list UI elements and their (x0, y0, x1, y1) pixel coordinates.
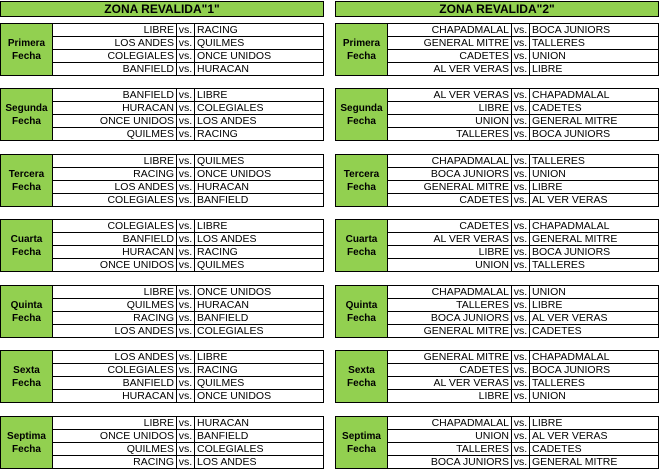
versus-label: vs. (176, 115, 195, 127)
versus-label: vs. (176, 390, 195, 402)
versus-label: vs. (176, 233, 195, 245)
match-row (388, 115, 658, 128)
home-team: LOS ANDES (114, 325, 174, 337)
versus-label: vs. (176, 259, 195, 271)
home-team: CADETES (459, 194, 509, 206)
home-team: GENERAL MITRE (423, 325, 509, 337)
fecha-label-text: Tercera Fecha (8, 168, 45, 193)
match-row (53, 24, 323, 37)
away-team: QUILMES (197, 377, 245, 389)
fecha-label-text: Cuarta Fecha (10, 233, 43, 258)
home-team: RACING (133, 456, 174, 468)
versus-label: vs. (511, 364, 530, 376)
versus-label: vs. (511, 246, 530, 258)
away-team: BOCA JUNIORS (532, 364, 611, 376)
home-team: UNION (475, 430, 509, 442)
match-list (388, 417, 658, 468)
versus-label: vs. (176, 246, 195, 258)
away-team: LIBRE (197, 89, 228, 101)
home-team: CADETES (459, 364, 509, 376)
versus-label: vs. (176, 286, 195, 298)
versus-label: vs. (511, 37, 530, 49)
home-team: BANFIELD (122, 89, 174, 101)
home-team: QUILMES (126, 299, 174, 311)
fecha-label (1, 89, 53, 140)
fecha-label (1, 220, 53, 271)
versus-label: vs. (511, 50, 530, 62)
versus-label: vs. (176, 155, 195, 167)
home-team: TALLERES (456, 128, 509, 140)
match-row (53, 50, 323, 63)
fecha-label-text: Tercera Fecha (343, 168, 380, 193)
home-team: HURACAN (122, 246, 174, 258)
fecha-label-text: Sexta Fecha (347, 364, 376, 389)
match-row (388, 417, 658, 430)
versus-label: vs. (511, 233, 530, 245)
fecha-label (1, 155, 53, 206)
away-team: QUILMES (197, 37, 245, 49)
match-row (388, 155, 658, 168)
versus-label: vs. (176, 181, 195, 193)
away-team: BOCA JUNIORS (532, 246, 611, 258)
match-row (388, 390, 658, 402)
away-team: HURACAN (197, 417, 249, 429)
away-team: LIBRE (532, 63, 563, 75)
match-row (53, 443, 323, 456)
away-team: CHAPADMALAL (532, 89, 610, 101)
away-team: GENERAL MITRE (532, 115, 618, 127)
away-team: AL VER VERAS (532, 194, 608, 206)
fecha-label-text: Sexta Fecha (12, 364, 41, 389)
match-row (53, 181, 323, 194)
match-row (53, 312, 323, 325)
home-team: BOCA JUNIORS (430, 456, 509, 468)
home-team: ONCE UNIDOS (99, 115, 174, 127)
fecha-label-text: Primera Fecha (7, 37, 46, 62)
home-team: CHAPADMALAL (431, 24, 509, 36)
fecha-block (335, 416, 659, 469)
versus-label: vs. (511, 377, 530, 389)
home-team: RACING (133, 168, 174, 180)
away-team: ONCE UNIDOS (197, 50, 272, 62)
match-row (388, 89, 658, 102)
fecha-block (0, 416, 324, 469)
versus-label: vs. (511, 443, 530, 455)
away-team: LIBRE (532, 417, 563, 429)
away-team: RACING (197, 128, 238, 140)
away-team: LOS ANDES (197, 233, 257, 245)
versus-label: vs. (511, 168, 530, 180)
fecha-block (335, 285, 659, 338)
versus-label: vs. (511, 286, 530, 298)
home-team: CADETES (459, 50, 509, 62)
versus-label: vs. (511, 63, 530, 75)
home-team: UNION (475, 259, 509, 271)
zone-title: ZONA REVALIDA"2" (335, 1, 659, 17)
match-row (53, 299, 323, 312)
home-team: LIBRE (478, 102, 509, 114)
versus-label: vs. (511, 351, 530, 363)
home-team: COLEGIALES (107, 364, 174, 376)
away-team: COLEGIALES (197, 102, 264, 114)
away-team: CADETES (532, 325, 582, 337)
versus-label: vs. (511, 259, 530, 271)
versus-label: vs. (511, 430, 530, 442)
match-row (53, 286, 323, 299)
match-row (388, 37, 658, 50)
match-row (53, 102, 323, 115)
match-row (388, 128, 658, 140)
versus-label: vs. (511, 89, 530, 101)
away-team: ONCE UNIDOS (197, 286, 272, 298)
away-team: AL VER VERAS (532, 430, 608, 442)
match-list (388, 286, 658, 337)
match-row (53, 430, 323, 443)
versus-label: vs. (176, 456, 195, 468)
away-team: BANFIELD (197, 430, 249, 442)
fecha-block (335, 350, 659, 403)
home-team: LOS ANDES (114, 181, 174, 193)
home-team: AL VER VERAS (433, 89, 509, 101)
fecha-label (336, 220, 388, 271)
away-team: UNION (532, 50, 566, 62)
home-team: LIBRE (143, 155, 174, 167)
home-team: BOCA JUNIORS (430, 168, 509, 180)
home-team: CHAPADMALAL (431, 286, 509, 298)
zone-2 (335, 1, 659, 468)
fecha-block (335, 23, 659, 76)
fecha-label-text: Septima Fecha (342, 430, 381, 455)
match-list (53, 155, 323, 206)
away-team: TALLERES (532, 377, 585, 389)
versus-label: vs. (511, 128, 530, 140)
away-team: HURACAN (197, 299, 249, 311)
match-list (53, 417, 323, 468)
home-team: AL VER VERAS (433, 377, 509, 389)
match-row (388, 63, 658, 75)
away-team: UNION (532, 390, 566, 402)
away-team: ONCE UNIDOS (197, 168, 272, 180)
away-team: BANFIELD (197, 312, 249, 324)
match-row (388, 194, 658, 206)
away-team: LIBRE (197, 351, 228, 363)
match-row (53, 456, 323, 468)
versus-label: vs. (176, 89, 195, 101)
match-list (388, 155, 658, 206)
fecha-label (1, 351, 53, 402)
versus-label: vs. (176, 24, 195, 36)
match-row (388, 102, 658, 115)
home-team: BANFIELD (122, 233, 174, 245)
away-team: QUILMES (197, 259, 245, 271)
match-row (53, 417, 323, 430)
match-list (53, 89, 323, 140)
away-team: CADETES (532, 443, 582, 455)
fecha-label (1, 24, 53, 75)
match-list (53, 351, 323, 402)
home-team: HURACAN (122, 390, 174, 402)
home-team: LIBRE (478, 390, 509, 402)
away-team: RACING (197, 364, 238, 376)
home-team: GENERAL MITRE (423, 37, 509, 49)
home-team: TALLERES (456, 443, 509, 455)
home-team: LIBRE (143, 24, 174, 36)
versus-label: vs. (176, 364, 195, 376)
fecha-label (336, 417, 388, 468)
versus-label: vs. (176, 312, 195, 324)
home-team: COLEGIALES (107, 194, 174, 206)
away-team: RACING (197, 24, 238, 36)
home-team: AL VER VERAS (433, 63, 509, 75)
versus-label: vs. (176, 220, 195, 232)
versus-label: vs. (176, 417, 195, 429)
fecha-label-text: Segunda Fecha (5, 102, 48, 127)
match-row (388, 364, 658, 377)
versus-label: vs. (511, 390, 530, 402)
fecha-block (0, 154, 324, 207)
home-team: BOCA JUNIORS (430, 312, 509, 324)
home-team: BANFIELD (122, 63, 174, 75)
home-team: ONCE UNIDOS (99, 259, 174, 271)
away-team: LOS ANDES (197, 456, 257, 468)
versus-label: vs. (176, 325, 195, 337)
away-team: CHAPADMALAL (532, 351, 610, 363)
fecha-block (0, 285, 324, 338)
away-team: UNION (532, 168, 566, 180)
home-team: LIBRE (143, 417, 174, 429)
fecha-label (336, 286, 388, 337)
home-team: CHAPADMALAL (431, 417, 509, 429)
match-row (53, 63, 323, 75)
away-team: TALLERES (532, 259, 585, 271)
match-list (388, 351, 658, 402)
home-team: LOS ANDES (114, 351, 174, 363)
home-team: ONCE UNIDOS (99, 430, 174, 442)
versus-label: vs. (511, 312, 530, 324)
home-team: LIBRE (143, 286, 174, 298)
versus-label: vs. (511, 194, 530, 206)
fecha-label (336, 155, 388, 206)
home-team: UNION (475, 115, 509, 127)
match-row (53, 259, 323, 271)
zone-title: ZONA REVALIDA"1" (0, 1, 324, 17)
away-team: LIBRE (532, 181, 563, 193)
away-team: HURACAN (197, 63, 249, 75)
match-list (388, 220, 658, 271)
away-team: HURACAN (197, 181, 249, 193)
fecha-block (0, 88, 324, 141)
fecha-block (335, 88, 659, 141)
match-row (388, 443, 658, 456)
home-team: COLEGIALES (107, 50, 174, 62)
away-team: CADETES (532, 102, 582, 114)
away-team: COLEGIALES (197, 443, 264, 455)
fecha-label-text: Segunda Fecha (340, 102, 383, 127)
match-list (53, 24, 323, 75)
versus-label: vs. (511, 24, 530, 36)
fecha-label (336, 351, 388, 402)
versus-label: vs. (511, 299, 530, 311)
away-team: RACING (197, 246, 238, 258)
home-team: HURACAN (122, 102, 174, 114)
match-row (388, 430, 658, 443)
match-row (388, 181, 658, 194)
match-row (388, 377, 658, 390)
fecha-block (0, 23, 324, 76)
home-team: BANFIELD (122, 377, 174, 389)
match-list (53, 286, 323, 337)
match-row (53, 89, 323, 102)
match-list (53, 220, 323, 271)
versus-label: vs. (176, 430, 195, 442)
versus-label: vs. (511, 220, 530, 232)
match-row (53, 155, 323, 168)
versus-label: vs. (176, 50, 195, 62)
versus-label: vs. (176, 37, 195, 49)
match-row (388, 351, 658, 364)
away-team: BOCA JUNIORS (532, 128, 611, 140)
away-team: LIBRE (532, 299, 563, 311)
versus-label: vs. (176, 299, 195, 311)
match-row (388, 325, 658, 337)
fecha-label-text: Quinta Fecha (10, 299, 43, 324)
home-team: CADETES (459, 220, 509, 232)
away-team: GENERAL MITRE (532, 456, 618, 468)
versus-label: vs. (176, 377, 195, 389)
match-row (388, 168, 658, 181)
home-team: RACING (133, 312, 174, 324)
match-row (53, 233, 323, 246)
fecha-label-text: Quinta Fecha (345, 299, 378, 324)
versus-label: vs. (511, 417, 530, 429)
versus-label: vs. (176, 63, 195, 75)
away-team: CHAPADMALAL (532, 220, 610, 232)
away-team: COLEGIALES (197, 325, 264, 337)
versus-label: vs. (176, 168, 195, 180)
match-row (388, 299, 658, 312)
match-row (53, 364, 323, 377)
match-row (53, 37, 323, 50)
versus-label: vs. (176, 102, 195, 114)
versus-label: vs. (176, 351, 195, 363)
match-row (388, 286, 658, 299)
match-row (388, 50, 658, 63)
versus-label: vs. (511, 456, 530, 468)
match-row (388, 220, 658, 233)
home-team: QUILMES (126, 443, 174, 455)
match-row (53, 246, 323, 259)
away-team: BOCA JUNIORS (532, 24, 611, 36)
fecha-label (336, 24, 388, 75)
versus-label: vs. (176, 443, 195, 455)
home-team: LIBRE (478, 246, 509, 258)
away-team: TALLERES (532, 37, 585, 49)
match-row (388, 312, 658, 325)
versus-label: vs. (511, 155, 530, 167)
away-team: BANFIELD (197, 194, 249, 206)
away-team: AL VER VERAS (532, 312, 608, 324)
match-list (388, 24, 658, 75)
match-row (388, 456, 658, 468)
match-row (53, 220, 323, 233)
match-list (388, 89, 658, 140)
fecha-block (335, 154, 659, 207)
fecha-block (0, 219, 324, 272)
fecha-block (335, 219, 659, 272)
away-team: UNION (532, 286, 566, 298)
versus-label: vs. (511, 181, 530, 193)
match-row (388, 259, 658, 271)
versus-label: vs. (511, 102, 530, 114)
match-row (53, 325, 323, 337)
zone-1 (0, 1, 324, 468)
home-team: LOS ANDES (114, 37, 174, 49)
fecha-label-text: Cuarta Fecha (345, 233, 378, 258)
match-row (53, 168, 323, 181)
away-team: LIBRE (197, 220, 228, 232)
versus-label: vs. (511, 325, 530, 337)
away-team: QUILMES (197, 155, 245, 167)
fecha-block (0, 350, 324, 403)
home-team: GENERAL MITRE (423, 351, 509, 363)
match-row (53, 351, 323, 364)
home-team: TALLERES (456, 299, 509, 311)
away-team: TALLERES (532, 155, 585, 167)
home-team: AL VER VERAS (433, 233, 509, 245)
fecha-label-text: Septima Fecha (7, 430, 46, 455)
match-row (53, 194, 323, 206)
home-team: QUILMES (126, 128, 174, 140)
home-team: COLEGIALES (107, 220, 174, 232)
match-row (53, 115, 323, 128)
match-row (53, 128, 323, 140)
versus-label: vs. (511, 115, 530, 127)
away-team: LOS ANDES (197, 115, 257, 127)
versus-label: vs. (176, 128, 195, 140)
home-team: CHAPADMALAL (431, 155, 509, 167)
match-row (53, 390, 323, 402)
versus-label: vs. (176, 194, 195, 206)
match-row (53, 377, 323, 390)
fecha-label (1, 286, 53, 337)
match-row (388, 233, 658, 246)
match-row (388, 246, 658, 259)
away-team: GENERAL MITRE (532, 233, 618, 245)
fecha-label-text: Primera Fecha (342, 37, 381, 62)
home-team: GENERAL MITRE (423, 181, 509, 193)
away-team: ONCE UNIDOS (197, 390, 272, 402)
fecha-label (1, 417, 53, 468)
match-row (388, 24, 658, 37)
fecha-label (336, 89, 388, 140)
